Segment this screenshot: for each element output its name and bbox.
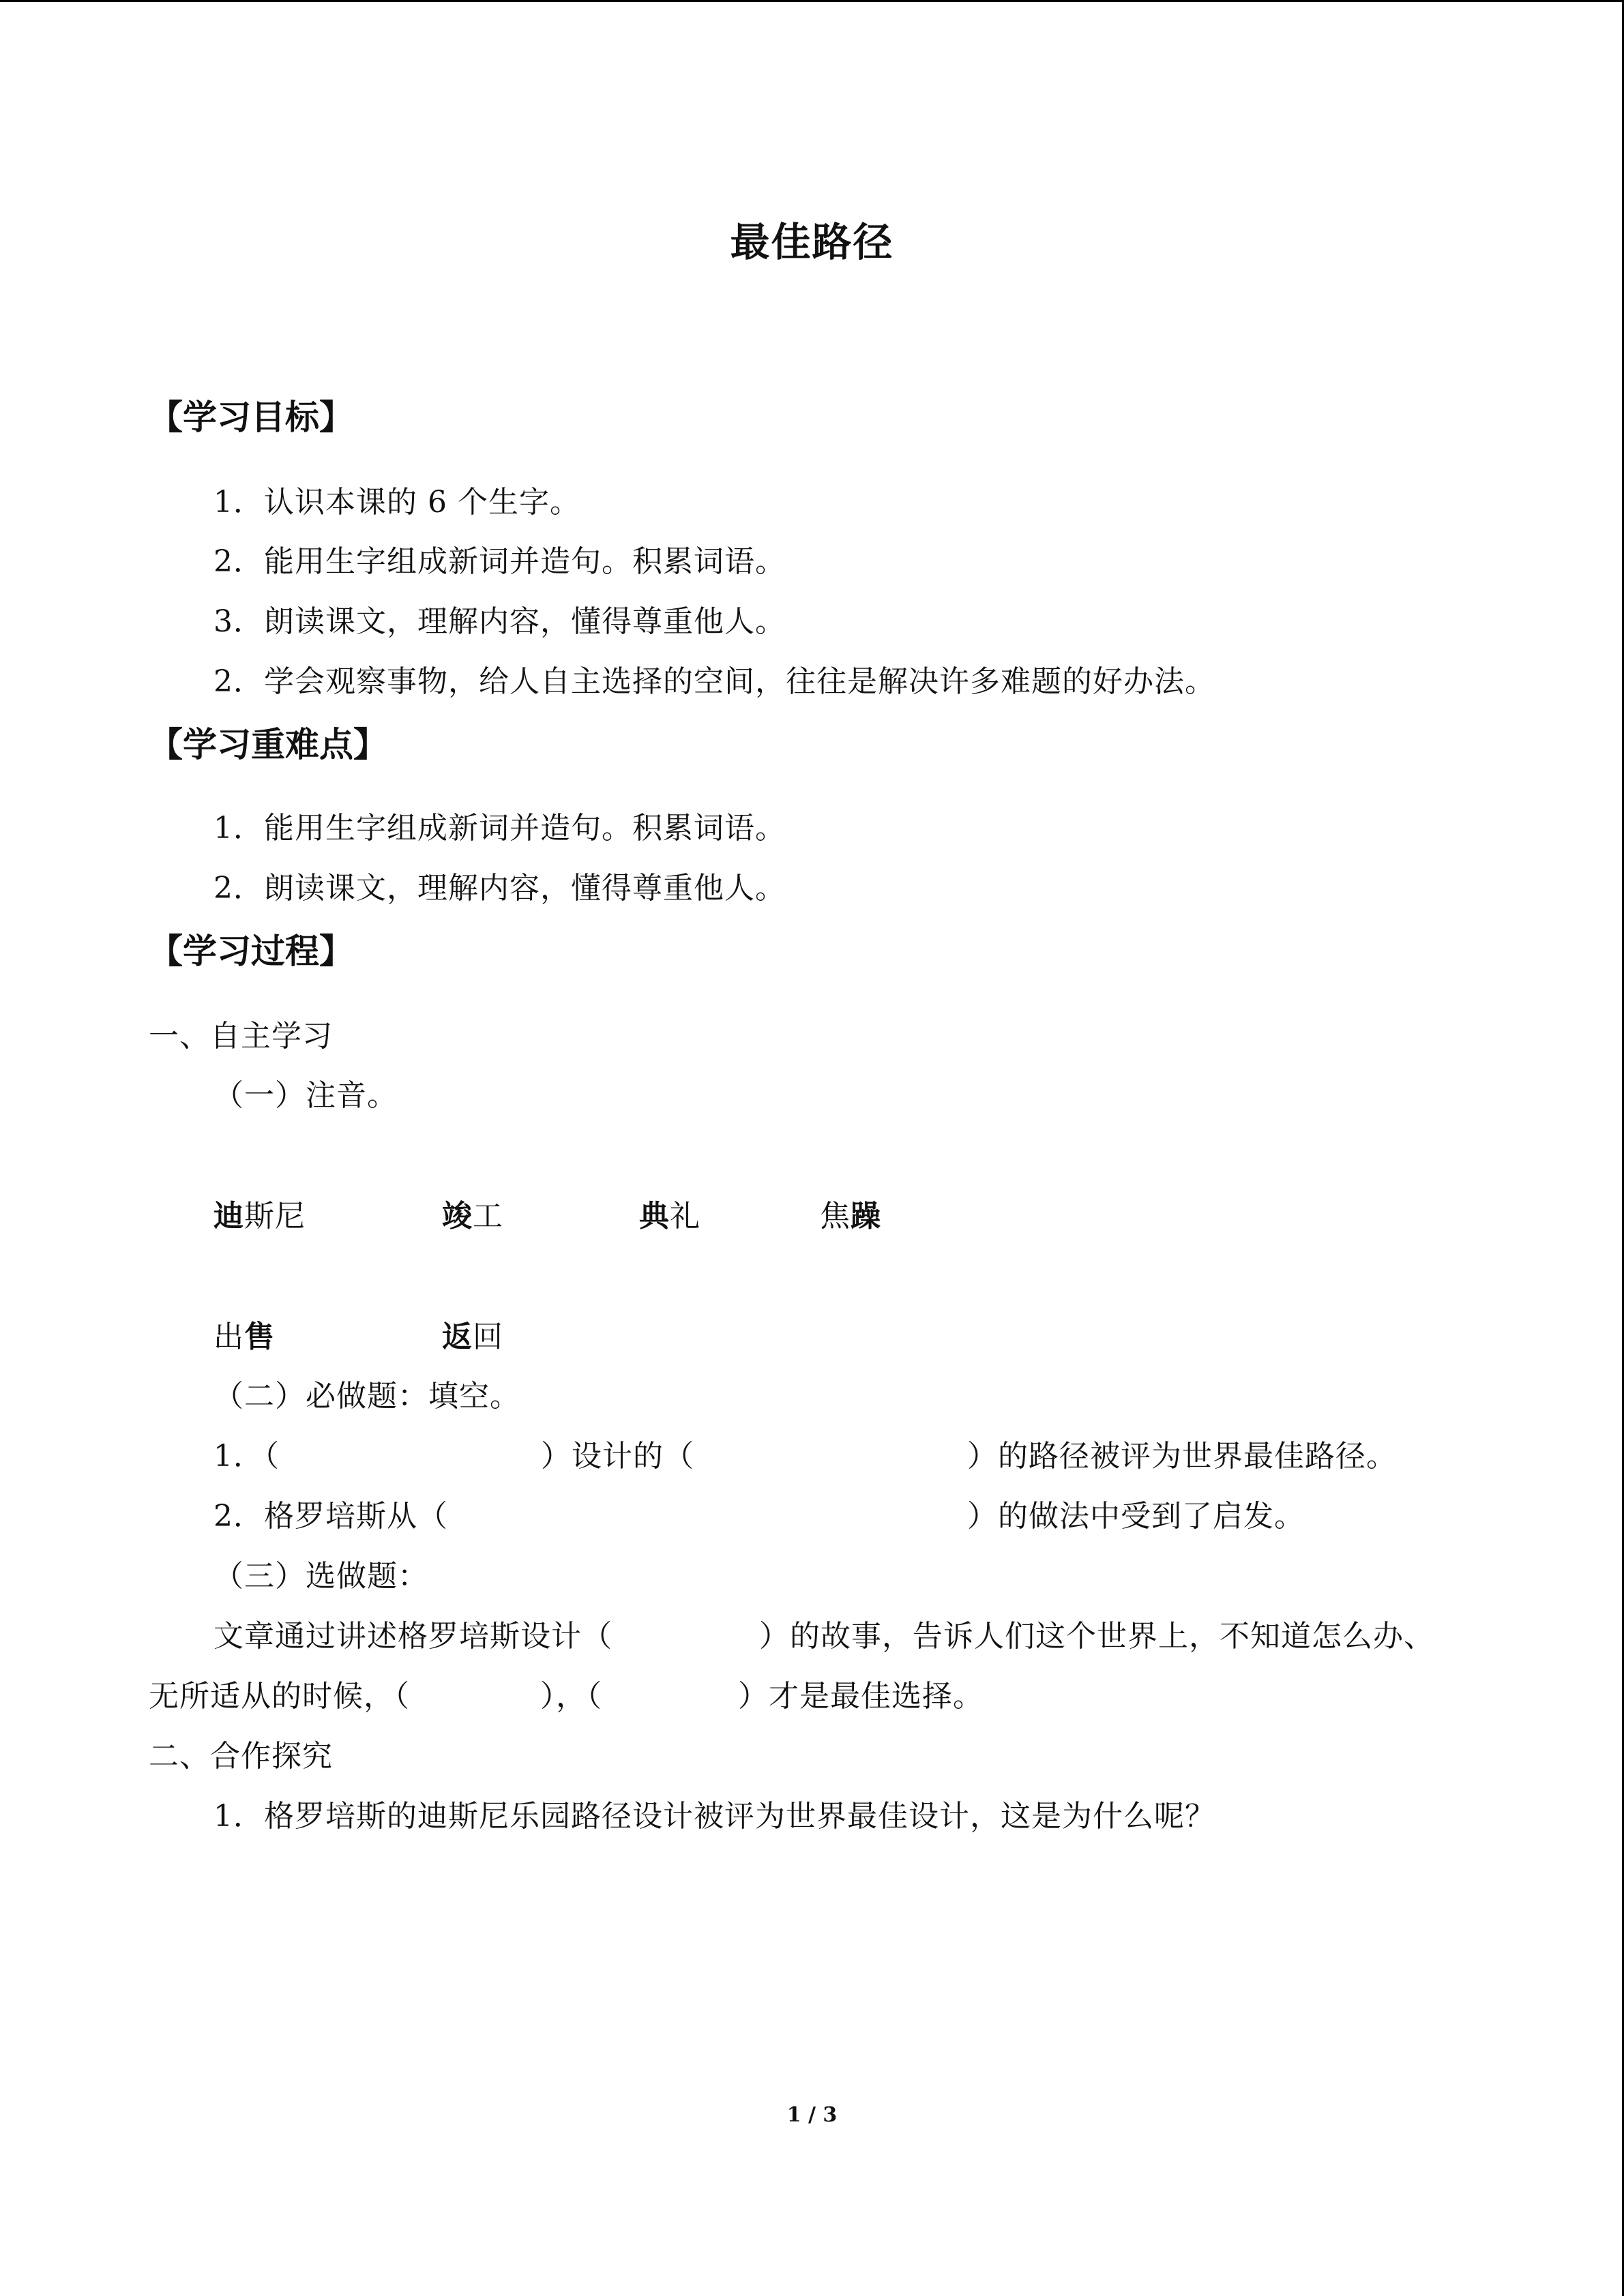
question-1: 1．格罗培斯的迪斯尼乐园路径设计被评为世界最佳设计，这是为什么呢？ xyxy=(213,1799,1215,1834)
part2-title: 二、合作探究 xyxy=(149,1739,333,1774)
plain-chars: 礼 xyxy=(670,1199,700,1234)
bold-char: 竣 xyxy=(442,1199,473,1234)
optional-line-2-middle: ），（ xyxy=(540,1679,602,1714)
optional-line-1-start: 文章通过讲述格罗培斯设计（ xyxy=(213,1619,612,1654)
bold-char: 售 xyxy=(244,1320,275,1354)
pinyin-word-6 xyxy=(442,1312,503,1356)
fill-line-1-middle: ）设计的（ xyxy=(541,1439,694,1474)
pinyin-word-3 xyxy=(639,1191,700,1235)
plain-chars: 出 xyxy=(213,1320,244,1354)
goal-item-1: 1．认识本课的 6 个生字。 xyxy=(213,485,580,520)
fill-line-2-start: 2．格罗培斯从（ xyxy=(213,1499,448,1534)
bold-char: 躁 xyxy=(851,1199,881,1234)
bold-char: 典 xyxy=(639,1199,670,1234)
pinyin-word-2 xyxy=(442,1191,503,1235)
plain-chars: 工 xyxy=(473,1199,503,1234)
fill-line-2-end: ）的做法中受到了启发。 xyxy=(967,1499,1305,1534)
optional-line-2-start: 无所适从的时候，（ xyxy=(149,1679,410,1714)
fill-line-1-start: 1．（ xyxy=(213,1439,280,1474)
goals-heading: 【学习目标】 xyxy=(149,397,353,437)
goal-item-2: 2．能用生字组成新词并造句。积累词语。 xyxy=(213,544,786,579)
plain-chars: 回 xyxy=(473,1320,503,1354)
goal-item-3: 3．朗读课文，理解内容，懂得尊重他人。 xyxy=(213,604,786,639)
fill-line-1-end: ）的路径被评为世界最佳路径。 xyxy=(967,1439,1397,1474)
bold-char: 返 xyxy=(442,1320,473,1354)
plain-chars: 焦 xyxy=(820,1199,851,1234)
optional-line-1-end: ）的故事，告诉人们这个世界上，不知道怎么办、 xyxy=(759,1619,1434,1654)
key-points-heading: 【学习重难点】 xyxy=(149,724,387,764)
part1-title: 一、自主学习 xyxy=(149,1019,333,1054)
document-title: 最佳路径 xyxy=(730,219,894,265)
pinyin-word-1 xyxy=(213,1191,306,1235)
pinyin-word-4 xyxy=(820,1191,881,1235)
pinyin-word-5 xyxy=(213,1312,275,1356)
sub3-title: （三）选做题： xyxy=(213,1559,428,1594)
process-heading: 【学习过程】 xyxy=(149,931,353,971)
page-number: 1 / 3 xyxy=(786,2103,838,2127)
bold-char: 迪 xyxy=(213,1199,244,1234)
goal-item-4: 2．学会观察事物，给人自主选择的空间，往往是解决许多难题的好办法。 xyxy=(213,664,1215,699)
sub2-title: （二）必做题：填空。 xyxy=(213,1379,520,1414)
sub1-title: （一）注音。 xyxy=(213,1078,398,1113)
optional-line-2-end: ）才是最佳选择。 xyxy=(738,1679,984,1714)
key-point-2: 2．朗读课文，理解内容，懂得尊重他人。 xyxy=(213,871,786,906)
key-point-1: 1．能用生字组成新词并造句。积累词语。 xyxy=(213,811,786,846)
plain-chars: 斯尼 xyxy=(244,1199,306,1234)
